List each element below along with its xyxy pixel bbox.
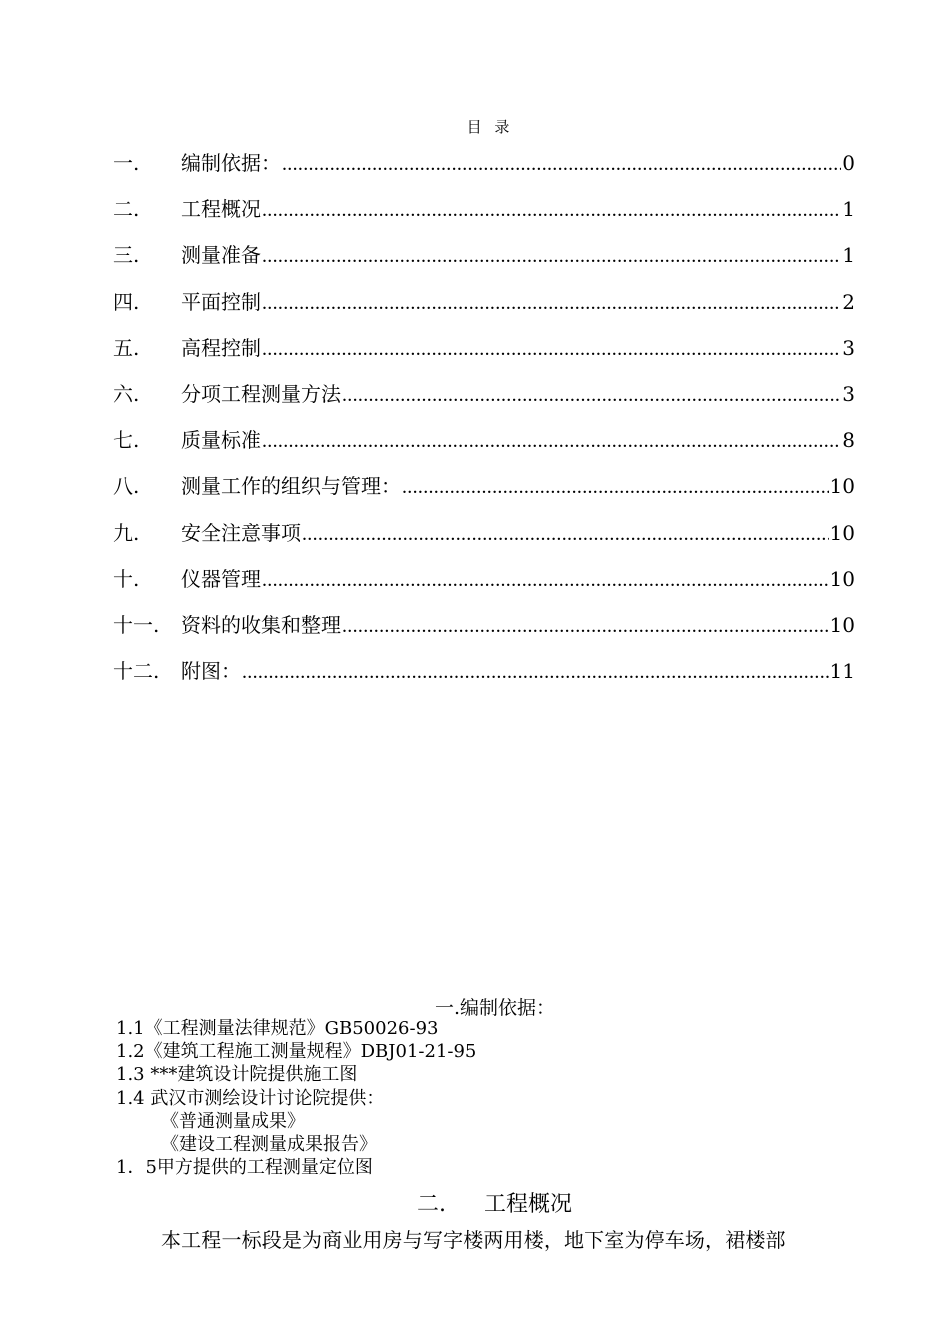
toc-entry-title: 质量标准 [181, 428, 261, 453]
toc-entry-number: 四. [113, 289, 140, 314]
toc-entry-title: 高程控制 [181, 335, 261, 360]
toc-entry-number: 八. [113, 474, 140, 499]
toc-entry-number: 一. [113, 151, 140, 175]
toc-heading: 目 录 [466, 118, 514, 136]
toc-entry-title: 仪器管理 [181, 566, 261, 591]
toc-entry-page: 3 [842, 381, 855, 406]
toc-entry-number: 五. [113, 335, 140, 360]
toc-entry-page: 1 [842, 197, 855, 222]
reference-line: 1.4 武汉市测绘设计讨论院提供： [116, 1087, 385, 1109]
toc-entry-number: 七. [113, 428, 140, 453]
toc-entry-number: 九. [113, 520, 140, 545]
section-number: 二. [417, 1192, 446, 1217]
toc-dot-leader [262, 557, 829, 603]
body-paragraph: 本工程一标段是为商业用房与写字楼两用楼，地下室为停车场，裙楼部 [161, 1228, 786, 1252]
toc-dot-leader [342, 603, 829, 649]
toc-dot-leader [262, 326, 841, 372]
toc-dot-leader [302, 511, 829, 557]
toc-entry-number: 二. [113, 197, 140, 222]
toc-entry[interactable] [113, 186, 855, 232]
toc-entry-title: 测量准备 [181, 243, 261, 268]
toc-entry[interactable] [113, 325, 855, 371]
reference-line: 1.2《建筑工程施工测量规程》DBJ01-21-95 [116, 1041, 477, 1063]
section-heading-overview [417, 1187, 572, 1218]
toc-dot-leader [242, 649, 829, 695]
toc-dot-leader [262, 187, 841, 233]
reference-line: 1.3 ***建筑设计院提供施工图 [116, 1064, 358, 1086]
toc-entry-number: 十. [113, 566, 140, 591]
toc-entry-page: 1 [842, 243, 855, 268]
toc-entry-title: 工程概况 [181, 197, 261, 222]
toc-entry-page: 11 [829, 659, 855, 684]
toc-entry-page: 10 [829, 520, 855, 545]
toc-entry[interactable] [113, 648, 855, 694]
toc-dot-leader [262, 418, 841, 464]
toc-entry-number: 十二. [113, 659, 160, 684]
reference-subline: 《普通测量成果》 [161, 1110, 305, 1132]
reference-subline: 《建设工程测量成果报告》 [161, 1133, 377, 1155]
toc-entry-page: 8 [842, 428, 855, 453]
toc-entry[interactable] [113, 232, 855, 278]
toc-entry-title: 测量工作的组织与管理： [181, 474, 401, 499]
toc-entry[interactable] [113, 510, 855, 556]
toc-entry-number: 十一. [113, 612, 160, 637]
toc-dot-leader [282, 141, 841, 187]
table-of-contents [113, 140, 855, 694]
toc-entry[interactable] [113, 602, 855, 648]
section-title: 工程概况 [484, 1192, 573, 1217]
section-heading-basis: 一.编制依据： [434, 997, 556, 1019]
toc-entry-title: 资料的收集和整理 [181, 612, 341, 637]
toc-entry[interactable] [113, 140, 855, 186]
toc-entry-title: 平面控制 [181, 289, 261, 314]
toc-entry-page: 2 [842, 289, 855, 314]
toc-entry-page: 3 [842, 335, 855, 360]
toc-entry-page: 10 [829, 474, 855, 499]
reference-list [116, 1017, 476, 1179]
toc-entry-page: 10 [829, 566, 855, 591]
toc-entry-page: 10 [829, 612, 855, 637]
toc-entry[interactable] [113, 556, 855, 602]
toc-entry[interactable] [113, 417, 855, 463]
toc-entry-page: 0 [842, 151, 855, 175]
toc-dot-leader [402, 464, 829, 510]
reference-line: 1．5甲方提供的工程测量定位图 [116, 1157, 373, 1179]
toc-entry-title: 附图： [181, 659, 241, 684]
toc-entry-number: 三. [113, 243, 140, 268]
toc-dot-leader [262, 233, 841, 279]
toc-dot-leader [262, 280, 841, 326]
toc-entry-title: 安全注意事项 [181, 520, 301, 545]
toc-entry-title: 编制依据： [181, 151, 281, 175]
toc-entry-number: 六. [113, 381, 140, 406]
toc-entry[interactable] [113, 463, 855, 509]
toc-dot-leader [342, 372, 841, 418]
toc-entry[interactable] [113, 279, 855, 325]
reference-line: 1.1《工程测量法律规范》GB50026-93 [116, 1018, 439, 1039]
toc-entry[interactable] [113, 371, 855, 417]
toc-entry-title: 分项工程测量方法 [181, 381, 341, 406]
